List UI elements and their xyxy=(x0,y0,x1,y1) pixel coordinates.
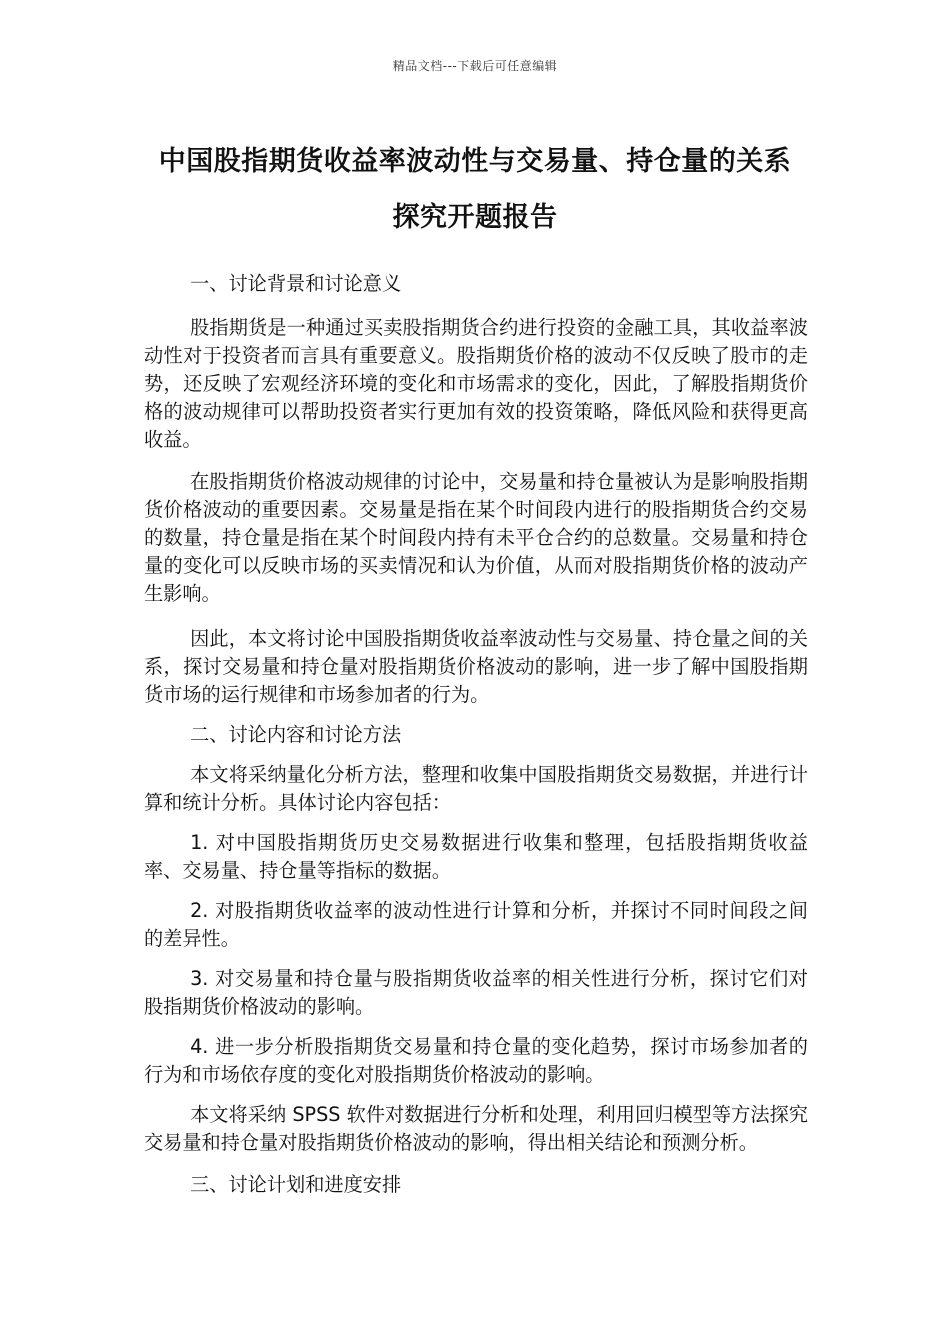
paragraph: 在股指期货价格波动规律的讨论中，交易量和持仓量被认为是影响股指期货价格波动的重要因素。交易量是指在某个时间段内进行的股指期货合约交易的数量，持仓量是指在某个时间段内持有未平仓合约的总数量。交易量和持仓量的变化可以反映市场的买卖情况和认为价值，从而对股指期货价格的波动产生影响。 xyxy=(144,470,808,605)
title-line-1: 中国股指期货收益率波动性与交易量、持仓量的关系 xyxy=(158,146,792,177)
section-heading-2: 二、讨论内容和讨论方法 xyxy=(190,723,402,746)
list-item: 2. 对股指期货收益率的波动性进行计算和分析，并探讨不同时间段之间的差异性。 xyxy=(144,899,808,950)
section-heading-1: 一、讨论背景和讨论意义 xyxy=(190,272,402,295)
paragraph: 本文将采纳 SPSS 软件对数据进行分析和处理，利用回归模型等方法探究交易量和持仓量对股指期货价格波动的影响，得出相关结论和预测分析。 xyxy=(144,1103,808,1154)
header-note: 精品文档---下载后可任意编辑 xyxy=(392,59,558,73)
title-line-2: 探究开题报告 xyxy=(392,202,558,233)
list-item: 4. 进一步分析股指期货交易量和持仓量的变化趋势，探讨市场参加者的行为和市场依存度的变化对股指期货价格波动的影响。 xyxy=(144,1035,808,1086)
paragraph: 本文将采纳量化分析方法，整理和收集中国股指期货交易数据，并进行计算和统计分析。具体讨论内容包括： xyxy=(144,763,808,814)
list-item: 3. 对交易量和持仓量与股指期货收益率的相关性进行分析，探讨它们对股指期货价格波动的影响。 xyxy=(144,967,808,1018)
document-body xyxy=(144,270,808,1211)
document-title xyxy=(60,134,890,246)
section-heading-3: 三、讨论计划和进度安排 xyxy=(190,1173,402,1196)
paragraph: 因此，本文将讨论中国股指期货收益率波动性与交易量、持仓量之间的关系，探讨交易量和持仓量对股指期货价格波动的影响，进一步了解中国股指期货市场的运行规律和市场参加者的行为。 xyxy=(144,627,808,706)
paragraph: 股指期货是一种通过买卖股指期货合约进行投资的金融工具，其收益率波动性对于投资者而言具有重要意义。股指期货价格的波动不仅反映了股市的走势，还反映了宏观经济环境的变化和市场需求的变化，因此，了解股指期货价格的波动规律可以帮助投资者实行更加有效的投资策略，降低风险和获得更高收益。 xyxy=(144,316,808,451)
list-item: 1. 对中国股指期货历史交易数据进行收集和整理，包括股指期货收益率、交易量、持仓量等指标的数据。 xyxy=(144,831,808,882)
